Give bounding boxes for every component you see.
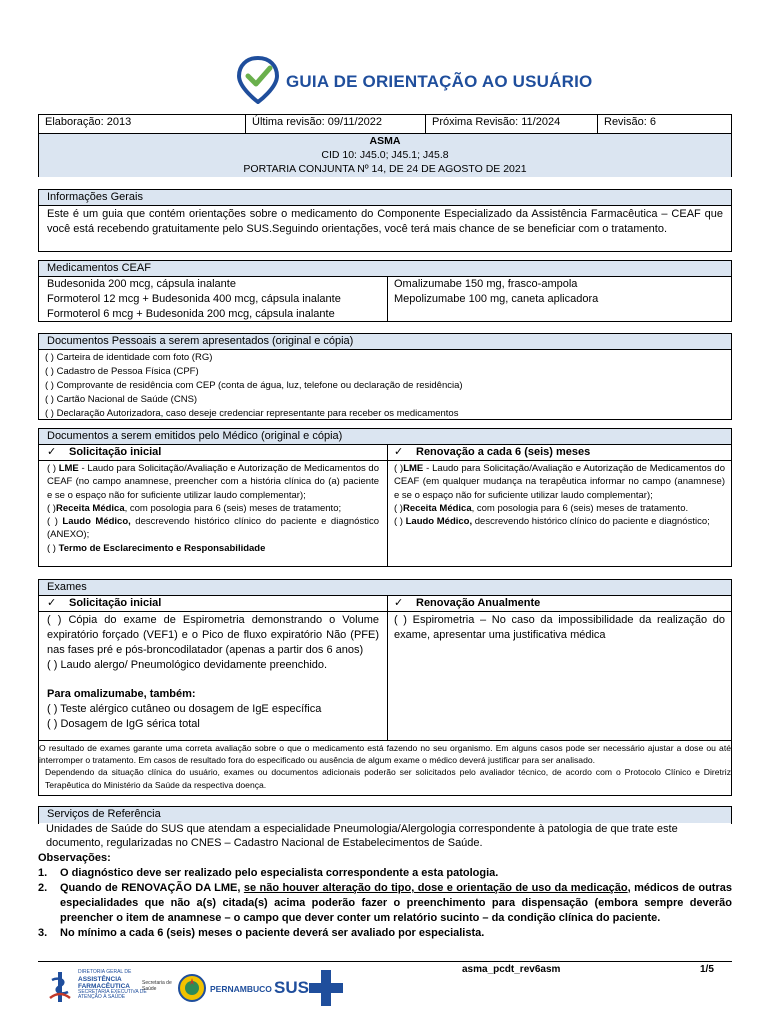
exam-item: ( ) Teste alérgico cutâneo ou dosagem de IgE específica: [47, 703, 322, 715]
location-check-icon: [236, 56, 280, 104]
doc-item: ( ) Cadastro de Pessoa Física (CPF): [45, 366, 199, 377]
dgaf-logo: DIRETORIA GERAL DE ASSISTÊNCIA FARMACÊUTICA SECRETARIA EXECUTIVA DE ATENÇÃO À SAÚDE: [46, 968, 166, 1008]
servicos-text: Unidades de Saúde do SUS que atendam a especialidade Pneumologia/Alergologia correspondente à patologia de que trate este documento, regularizadas no CNES – Cadastro Nacional de Estabelecimentos de Saúde.: [46, 823, 678, 849]
doc-lme-renovacao: ( )LME - Laudo para Solicitação/Avaliação e Autorização de Medicamentos do CEAF (em qualquer mudança na terapêutica informar no campo (anamnese) e se o espaço não for suficiente utilizar laudo complementar);: [394, 463, 725, 501]
check-icon: ✓: [394, 446, 404, 458]
doc-item: ( ) Carteira de identidade com foto (RG): [45, 352, 213, 363]
pernambuco-seal-icon: [177, 973, 207, 1003]
med-item: Formoterol 6 mcg + Budesonida 200 mcg, cápsula inalante: [47, 308, 335, 320]
guide-logo: [236, 56, 593, 106]
exames-note: O resultado de exames garante uma correta avaliação sobre o que o medicamento está fazendo no seu organismo. Em alguns casos pode ser necessário ajustar a dose ou até interromper o tratamento. Em casos de resultado fora do especificado ou ausência de algum exame o médico deverá justificar para ser analisado.: [39, 743, 731, 766]
doc-receita-inicial: ( )Receita Médica, com posologia para 6 (seis) meses de tratamento;: [47, 502, 342, 514]
check-icon: ✓: [394, 597, 404, 609]
condition-name: ASMA: [369, 135, 401, 147]
footer-rule: [38, 961, 732, 962]
exames-section: [38, 579, 732, 796]
sus-cross-icon: [309, 970, 343, 1006]
sus-logo: SUS: [274, 978, 309, 997]
logo-title: GUIA DE ORIENTAÇÃO AO USUÁRIO: [286, 72, 593, 91]
exam-item: ( ) Dosagem de IgG sérica total: [47, 718, 200, 730]
doc-termo-inicial: ( ) Termo de Esclarecimento e Responsabilidade: [47, 542, 266, 554]
elaboracao: Elaboração: 2013: [45, 116, 132, 128]
portaria: PORTARIA CONJUNTA Nº 14, DE 24 DE AGOSTO DE 2021: [243, 163, 527, 175]
med-item: Budesonida 200 mcg, cápsula inalante: [47, 278, 236, 290]
doc-item: ( ) Declaração Autorizadora, caso deseje credenciar representante para receber os medicamentos: [45, 408, 459, 419]
proxima-revisao: Próxima Revisão: 11/2024: [425, 115, 597, 133]
exam-item: ( ) Espirometria – No caso da impossibilidade da realização do exame, apresentar uma justificativa médica: [394, 614, 725, 641]
obs-item: Quando de RENOVAÇÃO DA LME, se não houver alteração do tipo, dose e orientação de uso da medicação, médicos de outras especialidades que não a(s) citada(s) acima poderão fazer o preenchimento para dispensação (embora sempre deverão preencher o item de anamnese – o campo que dever conter um relatório sucinto – da condição clínica do paciente.: [60, 882, 732, 924]
observacoes: Observações: 1. O diagnóstico deve ser realizado pelo especialista correspondente a esta patologia. 2. Quando de RENOVAÇÃO DA LME, se não houver alteração do tipo, dose e orientação de uso da medicação, médicos de outras especialidades que não a(s) citada(s) acima poderão fazer o preenchimento para dispensação (embora sempre deverão preencher o item de anamnese – o campo que dever conter um relatório sucinto – da condição clínica do paciente. 3. No mínimo a cada 6 (seis) meses o paciente deverá ser avaliado por especialista.: [38, 852, 732, 939]
docs-medico-section: [38, 428, 732, 567]
meds-section: [38, 260, 732, 322]
omalizumabe-title: Para omalizumabe, também:: [47, 688, 196, 700]
info-title: Informações Gerais: [39, 190, 731, 206]
exam-item: ( ) Laudo alergo/ Pneumológico devidamente preenchido.: [47, 659, 328, 671]
observacoes-title: Observações:: [38, 852, 111, 864]
doc-item: ( ) Comprovante de residência com CEP (conta de água, luz, telefone ou declaração de residência): [45, 380, 463, 391]
info-section: [38, 189, 732, 252]
exames-note: Dependendo da situação clínica do usuário, exames ou documentos adicionais poderão ser solicitados pelo avaliador técnico, de acordo com o Protocolo Clínico e Diretriz Terapêutica do Ministério da Saúde da respectiva doença.: [45, 767, 731, 790]
doc-lme-inicial: ( ) LME - Laudo para Solicitação/Avaliação e Autorização de Medicamentos do CEAF (no campo anamnese, preencher com a história clínica do (a) paciente e se o espaço não for suficiente utilizar laudo complementar);: [47, 463, 380, 501]
pernambuco-logo: PERNAMBUCO: [210, 984, 272, 994]
secretaria-saude-label: Secretaria de Saúde: [142, 980, 172, 992]
obs-item: No mínimo a cada 6 (seis) meses o paciente deverá ser avaliado por especialista.: [60, 927, 485, 939]
doc-receita-renovacao: ( )Receita Médica, com posologia para 6 (seis) meses de tratamento.: [394, 502, 689, 514]
med-item: Omalizumabe 150 mg, frasco-ampola: [394, 278, 578, 290]
doc-laudo-renovacao: ( ) Laudo Médico, descrevendo histórico clínico do paciente e diagnóstico;: [394, 516, 710, 528]
exames-left-header: Solicitação inicial: [69, 597, 162, 609]
med-item: Formoterol 12 mcg + Budesonida 400 mcg, cápsula inalante: [47, 293, 341, 305]
doc-laudo-inicial: ( ) Laudo Médico, descrevendo histórico clínico do paciente e diagnóstico (ANEXO);: [47, 516, 379, 541]
docs-left-header: Solicitação inicial: [69, 446, 162, 458]
info-text: Este é um guia que contém orientações sobre o medicamento do Componente Especializado da Assistência Farmacêutica – CEAF que você está recebendo gratuitamente pelo SUS.Seguindo orientações, você terá mais chance de se beneficiar com o tratamento.: [47, 208, 723, 235]
exam-item: ( ) Cópia do exame de Espirometria demonstrando o Volume expiratório forçado (VEF1) e o Pico de fluxo expiratório Não (PFE) nas fases pré e pós-broncodilatador (apenas a partir dos 6 anos): [47, 614, 379, 656]
exames-right-header: Renovação Anualmente: [416, 597, 541, 609]
docs-pessoais-section: [38, 333, 732, 420]
doc-item: ( ) Cartão Nacional de Saúde (CNS): [45, 394, 198, 405]
docs-medico-title: Documentos a serem emitidos pelo Médico (original e cópia): [39, 429, 731, 445]
meds-title: Medicamentos CEAF: [39, 261, 731, 277]
doc-code: asma_pcdt_rev6asm: [462, 964, 561, 975]
docs-pessoais-title: Documentos Pessoais a serem apresentados (original e cópia): [39, 334, 731, 350]
ultima-revisao: Última revisão: 09/11/2022: [245, 115, 425, 133]
docs-right-header: Renovação a cada 6 (seis) meses: [416, 446, 591, 458]
cid-codes: CID 10: J45.0; J45.1; J45.8: [321, 149, 449, 161]
exames-title: Exames: [39, 580, 731, 596]
pharmacy-symbol-icon: [46, 970, 74, 1004]
obs-item: O diagnóstico deve ser realizado pelo especialista correspondente a esta patologia.: [60, 867, 499, 879]
header-table: [38, 114, 732, 177]
check-icon: ✓: [47, 597, 57, 609]
page-number: 1/5: [700, 964, 714, 975]
revisao: Revisão: 6: [597, 115, 731, 133]
med-item: Mepolizumabe 100 mg, caneta aplicadora: [394, 293, 599, 305]
servicos-title: Serviços de Referência: [39, 807, 731, 823]
check-icon: ✓: [47, 446, 57, 458]
